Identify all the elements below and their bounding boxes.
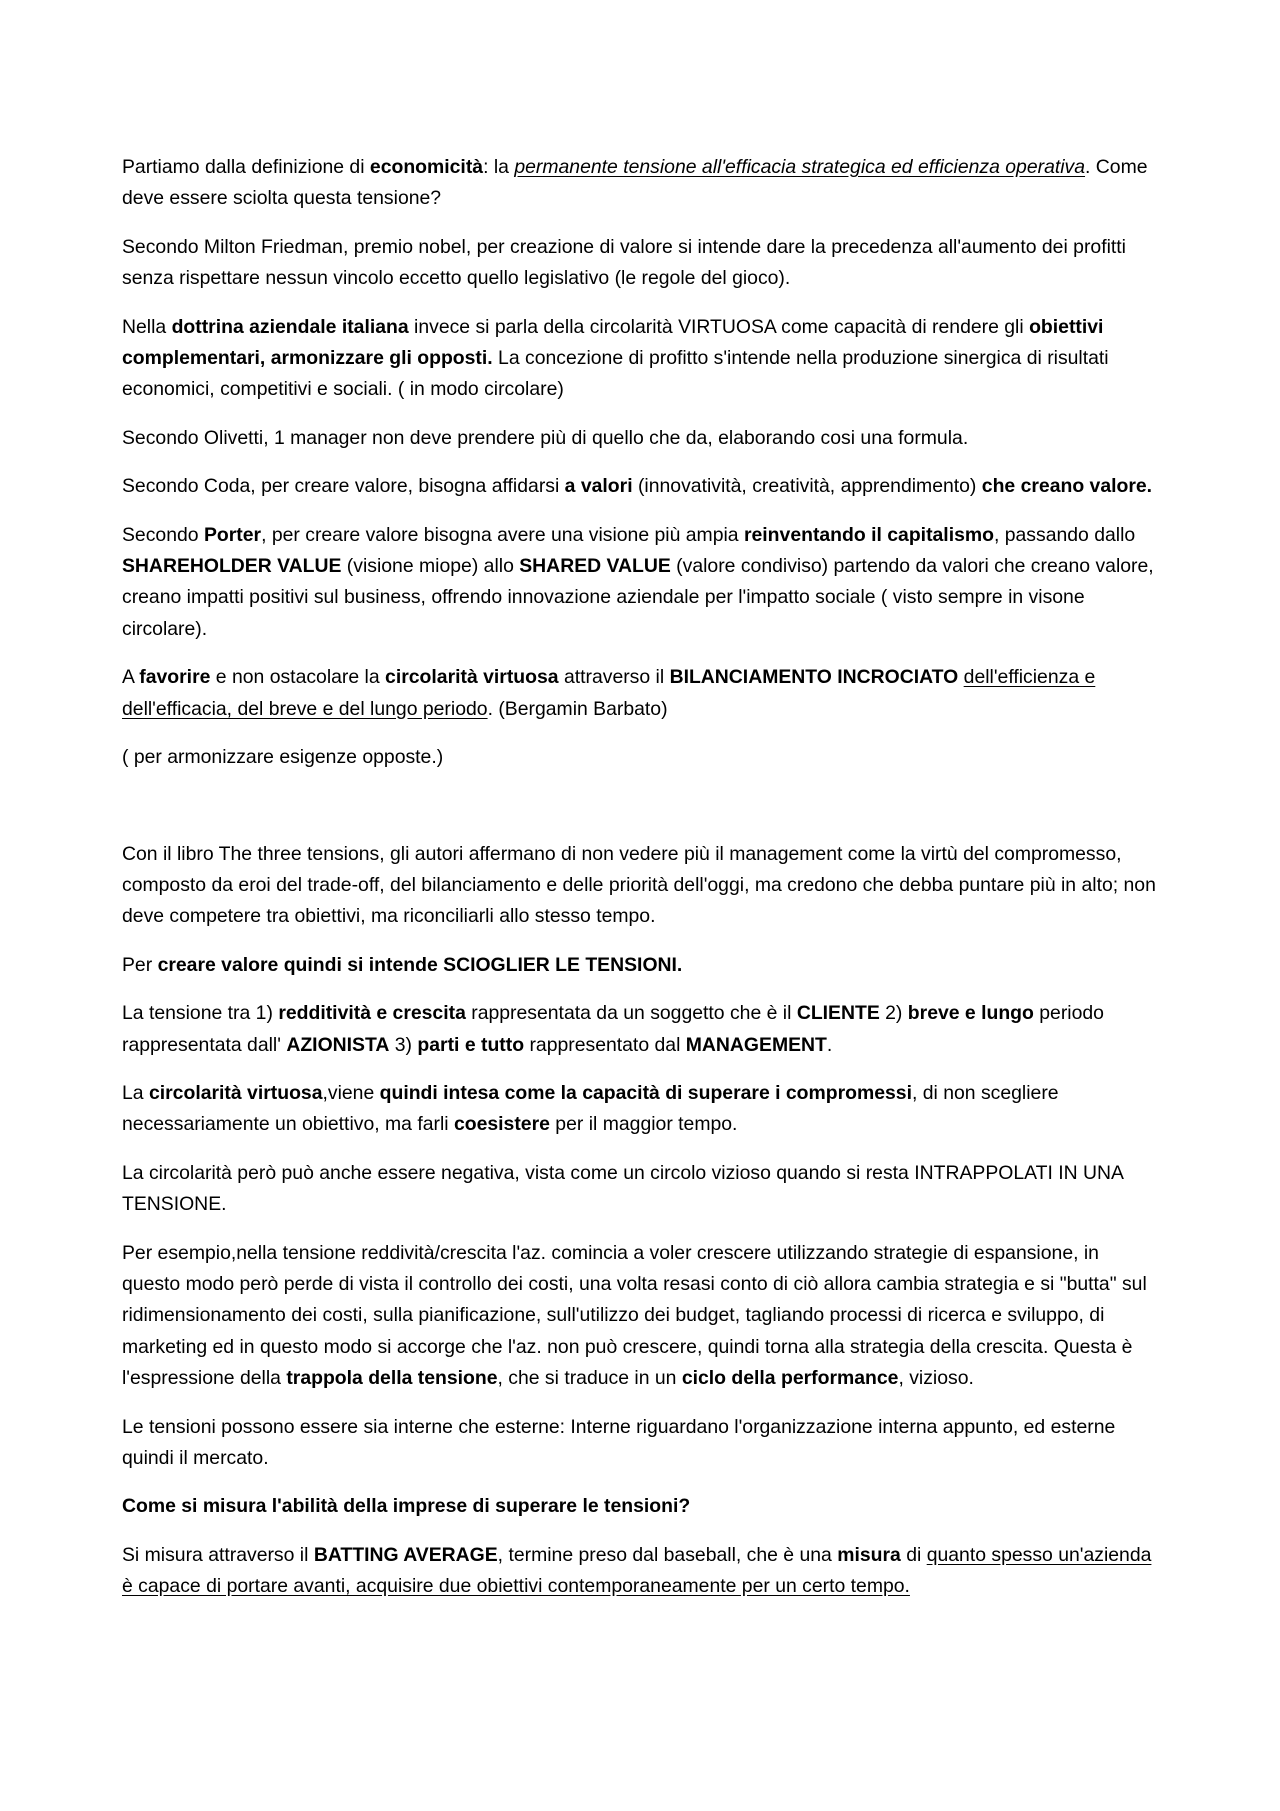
text-run: Secondo: [122, 523, 204, 546]
text-run: quanto spesso un'azienda è capace di portare avanti, acquisire due obiettivi contemporaneamente per un certo tempo.: [122, 1543, 1152, 1598]
text-run: ( per armonizzare esigenze opposte.): [122, 746, 444, 769]
text-run: : la: [483, 156, 515, 178]
text-run: misura: [837, 1543, 901, 1566]
text-run: SHAREHOLDER VALUE: [122, 555, 342, 578]
text-run: a valori: [564, 475, 633, 498]
text-run: favorire: [139, 666, 211, 689]
text-run: 3): [389, 1033, 418, 1056]
text-run: La circolarità però può anche essere negativa, vista come un circolo vizioso quando si resta INTRAPPOLATI IN UNA TENSIONE.: [122, 1161, 1123, 1216]
paragraph-circolarita-virtuosa: [122, 1078, 1162, 1141]
text-run: dell'efficienza e dell'efficacia, del breve e del lungo periodo: [122, 666, 1096, 720]
text-run: coesistere: [453, 1113, 550, 1136]
text-run: circolarità virtuosa: [385, 666, 559, 689]
text-run: Secondo Coda, per creare valore, bisogna affidarsi: [122, 475, 565, 498]
text-run: AZIONISTA: [286, 1033, 390, 1056]
text-run: , passando dallo: [993, 523, 1136, 546]
text-run: attraverso il: [558, 666, 670, 689]
text-run: Con il libro The three tensions, gli autori affermano di non vedere più il management come la virtù del compromesso, composto da eroi del trade-off, del bilanciamento e delle priorità dell'oggi, ma credono che debba puntare più in alto; non deve competere tra obiettivi, ma riconciliarli allo stesso tempo.: [122, 842, 1156, 928]
text-run: ciclo della performance: [681, 1367, 899, 1390]
text-run: ,viene: [322, 1081, 380, 1104]
text-run: Per esempio,nella tensione reddività/crescita l'az. comincia a voler crescere utilizzando strategie di espansione, in questo modo però perde di vista il controllo dei costi, una volta resasi conto di ciò allora cambia strategia e si "butta" sul ridimensionamento dei costi, sulla pianificazione, sull'utilizzo dei budget, tagliando processi di ricerca e sviluppo, di marketing ed in questo modo si accorge che l'az. non può crescere, quindi torna alla strategia della crescita. Questa è l'espressione della: [122, 1241, 1147, 1390]
paragraph-tensioni-elenco: [122, 998, 1162, 1061]
text-run: Per: [122, 953, 158, 976]
text-run: La tensione tra 1): [122, 1002, 279, 1025]
text-run: Le tensioni possono essere sia interne che esterne: Interne riguardano l'organizzazione interna appunto, ed esterne quindi il mercato.: [122, 1415, 1116, 1469]
text-run: invece si parla della circolarità VIRTUOSA come capacità di rendere gli: [408, 315, 1030, 338]
document-body: [122, 152, 1162, 1620]
text-run: BILANCIAMENTO INCROCIATO: [669, 666, 959, 689]
text-run: reinventando il capitalismo: [743, 523, 994, 546]
paragraph-spacer: [122, 791, 1162, 839]
paragraph-bilanciamento: [122, 662, 1162, 725]
text-run: , termine preso dal baseball, che è una: [497, 1543, 838, 1566]
text-run: economicità: [369, 156, 484, 178]
paragraph-circolarita-negativa: [122, 1158, 1162, 1221]
text-run: che creano valore.: [981, 475, 1153, 498]
text-run: quindi intesa come la capacità di superare i compromessi: [379, 1081, 912, 1104]
text-run: rappresentata da un soggetto che è il: [465, 1002, 797, 1025]
text-run: , che si traduce in un: [497, 1367, 682, 1390]
text-run: creare valore quindi si intende SCIOGLIER LE TENSIONI.: [157, 953, 683, 976]
text-run: , per creare valore bisogna avere una visione più ampia: [261, 523, 744, 546]
text-run: SHARED VALUE: [519, 555, 671, 578]
paragraph-armonizzare: [122, 742, 1162, 773]
text-run: Secondo Olivetti, 1 manager non deve prendere più di quello che da, elaborando cosi una formula.: [122, 426, 969, 449]
paragraph-coda: [122, 471, 1162, 502]
text-run: Come si misura l'abilità della imprese di superare le tensioni?: [122, 1495, 691, 1518]
text-run: Secondo Milton Friedman, premio nobel, per creazione di valore si intende dare la precedenza all'aumento dei profitti senza rispettare nessun vincolo eccetto quello legislativo (le regole del gioco).: [122, 235, 1126, 290]
text-run: trappola della tensione: [286, 1367, 498, 1390]
text-run: La: [122, 1081, 149, 1104]
text-run: Partiamo dalla definizione di: [122, 156, 370, 178]
text-run: dottrina aziendale italiana: [171, 315, 409, 338]
text-run: (valore condiviso) partendo da valori che creano valore, creano impatti positivi sul business, offrendo innovazione aziendale per l'impatto sociale ( visto sempre in visone circolare).: [122, 555, 1154, 640]
text-run: redditività e crescita: [278, 1002, 466, 1025]
text-run: per il maggior tempo.: [549, 1113, 738, 1136]
text-run: Nella: [122, 315, 172, 338]
text-run: , vizioso.: [898, 1367, 974, 1390]
paragraph-domanda-misura: [122, 1491, 1162, 1522]
text-run: A: [122, 666, 140, 689]
text-run: , di non scegliere necessariamente un obiettivo, ma farli: [122, 1081, 1059, 1136]
paragraph-three-tensions: [122, 839, 1162, 933]
text-run: Si misura attraverso il: [122, 1543, 314, 1566]
text-run: . Come deve essere sciolta questa tensione?: [122, 156, 1148, 210]
text-run: .: [826, 1033, 833, 1056]
paragraph-friedman: [122, 232, 1162, 295]
text-run: . (Bergamin Barbato): [487, 697, 668, 720]
text-run: di: [900, 1543, 927, 1566]
text-run: periodo rappresentata dall': [122, 1002, 1104, 1056]
paragraph-batting-average: [122, 1540, 1162, 1603]
text-run: CLIENTE: [796, 1002, 880, 1025]
text-run: (innovatività, creatività, apprendimento): [632, 475, 982, 498]
paragraph-esempio: [122, 1238, 1162, 1395]
text-run: BATTING AVERAGE: [313, 1543, 498, 1566]
text-run: 2): [879, 1002, 908, 1025]
text-run: La concezione di profitto s'intende nella produzione sinergica di risultati economici, competitivi e sociali. ( in modo circolare): [122, 347, 1109, 401]
text-run: MANAGEMENT: [685, 1033, 827, 1056]
text-run: permanente tensione all'efficacia strategica ed efficienza operativa: [514, 156, 1086, 178]
paragraph-dottrina-italiana: [122, 312, 1162, 406]
paragraph-olivetti: [122, 423, 1162, 454]
text-run: circolarità virtuosa: [148, 1081, 323, 1104]
text-run: obiettivi complementari, armonizzare gli opposti.: [122, 315, 1104, 370]
paragraph-creare-valore: [122, 950, 1162, 981]
text-run: rappresentato dal: [524, 1033, 686, 1056]
paragraph-interne-esterne: [122, 1412, 1162, 1475]
text-run: Porter: [203, 523, 262, 546]
text-run: (visione miope) allo: [341, 555, 520, 578]
text-run: parti e tutto: [417, 1033, 525, 1056]
paragraph-porter: [122, 520, 1162, 646]
text-run: breve e lungo: [907, 1002, 1034, 1025]
text-run: e non ostacolare la: [210, 666, 386, 689]
paragraph-economicita: [122, 152, 1162, 215]
